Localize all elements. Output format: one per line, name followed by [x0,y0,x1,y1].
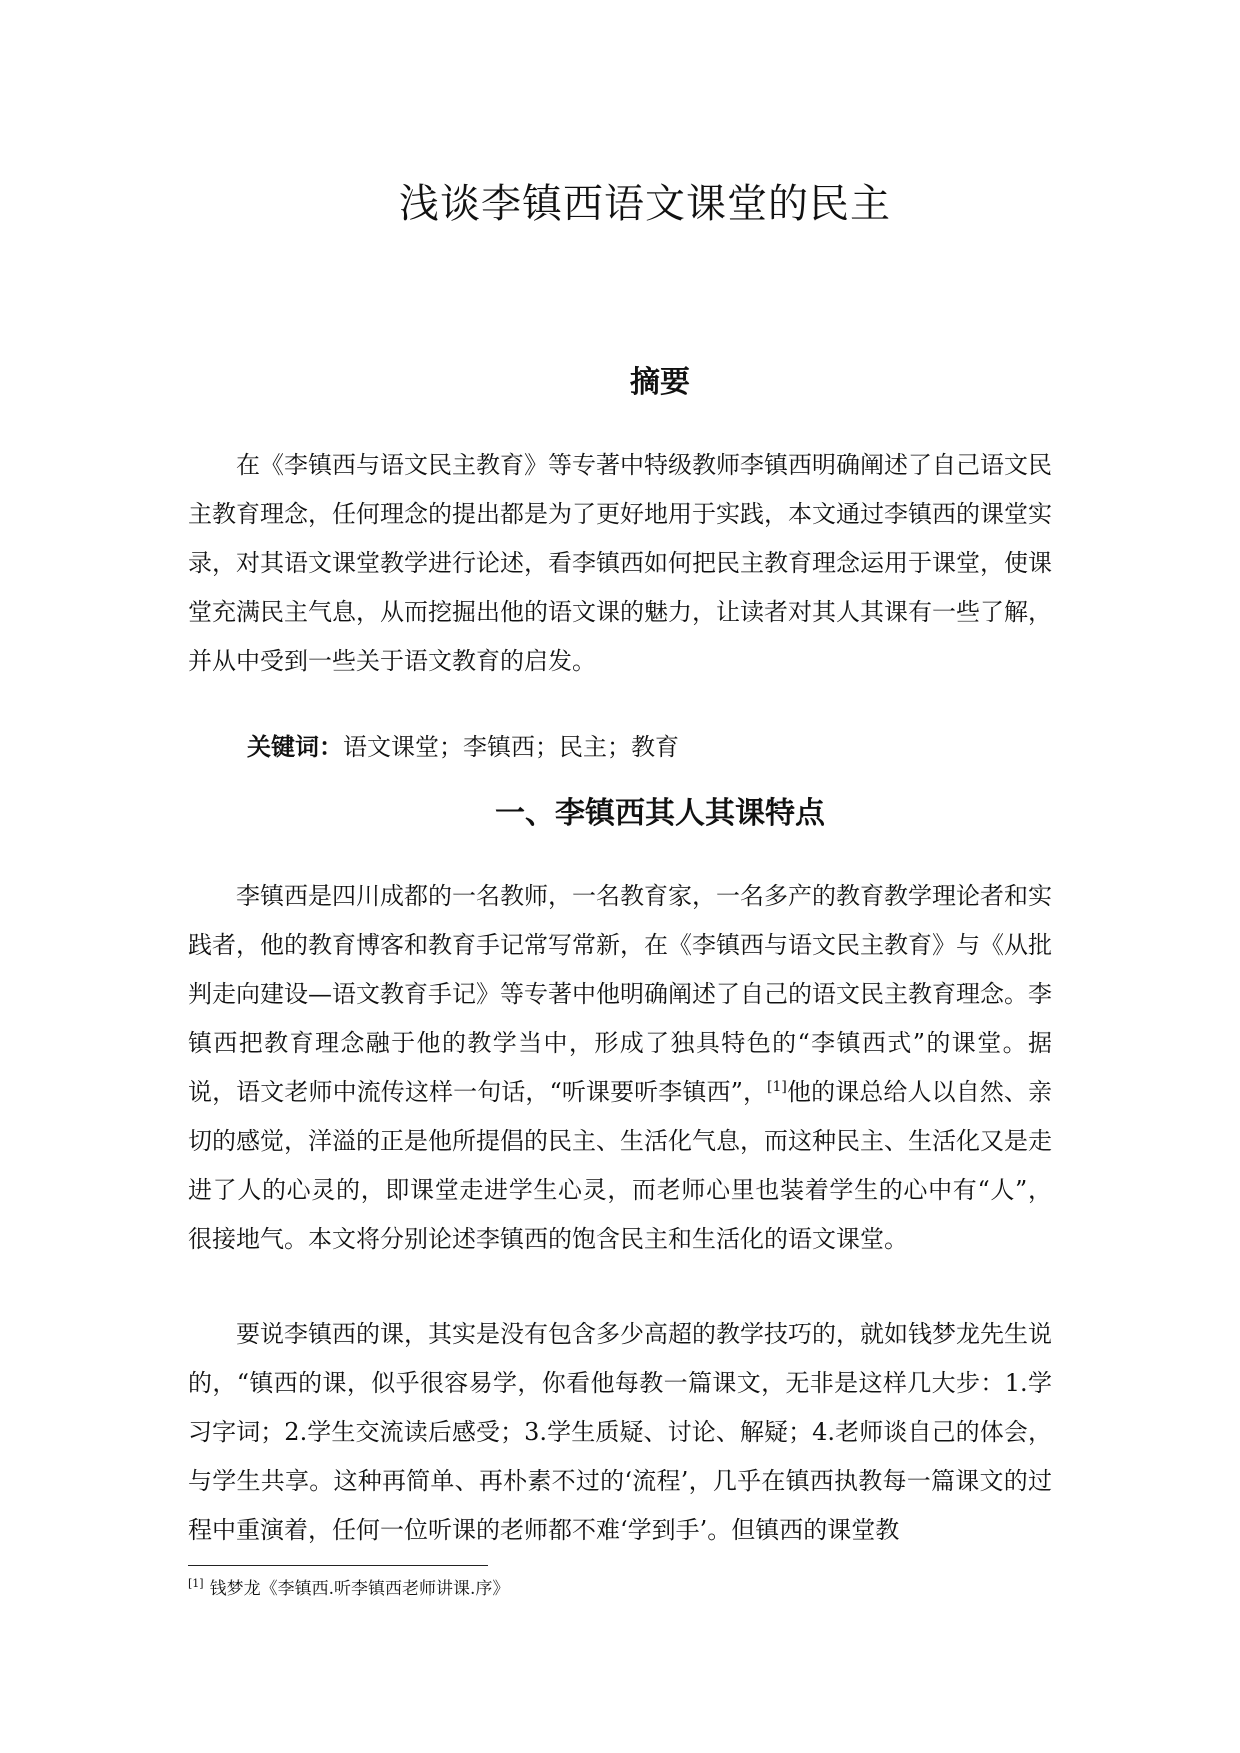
abstract-paragraph: 在《李镇西与语文民主教育》等专著中特级教师李镇西明确阐述了自己语文民主教育理念，任何理念的提出都是为了更好地用于实践，本文通过李镇西的课堂实录，对其语文课堂教学进行论述，看李镇西如何把民主教育理念运用于课堂，使课堂充满民主气息，从而挖掘出他的语文课的魅力，让读者对其人其课有一些了解，并从中受到一些关于语文教育的启发。 [188,451,1052,675]
footnote [188,1576,509,1602]
footnote-divider [188,1565,488,1566]
keywords-line [247,727,679,767]
keywords-text: 语文课堂；李镇西；民主；教育 [343,733,679,761]
keywords-label: 关键词： [247,733,343,761]
footnote-mark: [1] [188,1577,204,1591]
footnote-reference[interactable]: [1] [767,1079,787,1095]
section-paragraph-1 [188,872,1052,1264]
document-title: 浅谈李镇西语文课堂的民主 [399,181,891,227]
footnote-text: 钱梦龙《李镇西.听李镇西老师讲课.序》 [209,1579,510,1599]
paragraph-text: 李镇西是四川成都的一名教师，一名教育家，一名多产的教育教学理论者和实践者，他的教育博客和教育手记常写常新，在《李镇西与语文民主教育》与《从批判走向建设—语文教育手记》等专著中他明确阐述了自己的语文民主教育理念。李镇西把教育理念融于他的教学当中，形成了独具特色的“李镇西式”的课堂。据说，语文老师中流传这样一句话，“听课要听李镇西”， [188,882,1052,1106]
abstract-heading: 摘要 [630,365,690,400]
paragraph-text: 他的课总给人以自然、亲切的感觉，洋溢的正是他所提倡的民主、生活化气息，而这种民主、生活化又是走进了人的心灵的，即课堂走进学生心灵，而老师心里也装着学生的心中有“人”，很接地气。本文将分别论述李镇西的饱含民主和生活化的语文课堂。 [188,1078,1052,1253]
section-paragraph-2: 要说李镇西的课，其实是没有包含多少高超的教学技巧的，就如钱梦龙先生说的，“镇西的课，似乎很容易学，你看他每教一篇课文，无非是这样几大步：1.学习字词；2.学生交流读后感受；3.学生质疑、讨论、解疑；4.老师谈自己的体会，与学生共享。这种再简单、再朴素不过的‘流程’，几乎在镇西执教每一篇课文的过程中重演着，任何一位听课的老师都不难‘学到手’。但镇西的课堂教 [188,1320,1052,1544]
section-heading: 一、李镇西其人其课特点 [495,796,825,831]
